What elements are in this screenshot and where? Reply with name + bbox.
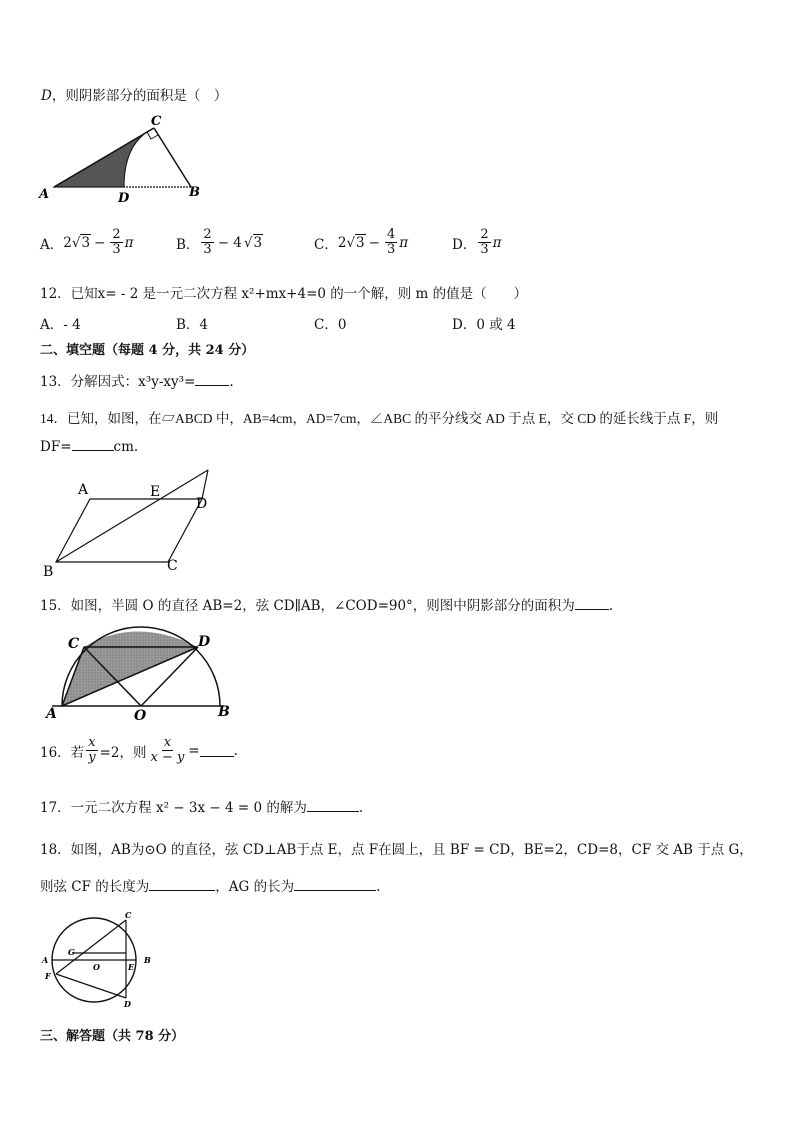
q16-end: .	[233, 742, 238, 759]
q14-label-b: B	[43, 564, 54, 580]
sqrt-sign: √	[71, 234, 81, 251]
q15-answer-blank[interactable]	[575, 597, 609, 610]
q11-side-cb	[154, 128, 191, 187]
q11-var-d: D	[41, 88, 52, 104]
q14-df-label: DF=	[40, 439, 72, 455]
q14-parallelogram	[56, 499, 202, 562]
q11-text: ，则阴影部分的面积是（ ）	[51, 88, 228, 104]
option-letter: D．	[452, 236, 477, 253]
q16-equals: =	[188, 742, 200, 759]
q14-figure	[40, 466, 220, 582]
fraction	[385, 228, 397, 257]
option-letter: A．	[40, 236, 64, 253]
q11-option-b[interactable]	[176, 228, 263, 257]
numerator: 2	[203, 227, 212, 242]
radicand: 3	[81, 235, 91, 251]
q18-seg-fd	[56, 974, 126, 998]
q18-label-o: O	[93, 962, 100, 972]
q18-question-line2	[40, 875, 380, 895]
q13-answer-blank[interactable]	[195, 373, 229, 386]
denominator: 3	[203, 242, 212, 257]
q16-prefix: 16．若	[40, 744, 85, 761]
coef: 2	[63, 234, 72, 251]
denominator: y	[88, 750, 96, 765]
coef: 2	[337, 234, 347, 251]
q11-label-a: A	[39, 187, 50, 202]
q15-question	[40, 594, 613, 614]
denominator: 3	[386, 242, 396, 257]
numerator: 2	[112, 227, 121, 242]
q18-label-d: D	[124, 999, 131, 1009]
pi-symbol: π	[492, 234, 502, 251]
q13-end: .	[229, 374, 234, 390]
option-letter: C．	[314, 236, 338, 253]
q13-text: 13．分解因式：x³y-xy³=	[40, 374, 196, 390]
q18-label-g: G	[68, 947, 75, 957]
q18-label-b: B	[144, 955, 151, 965]
radicand: 3	[356, 235, 365, 251]
q18-label-f: F	[45, 971, 51, 981]
q15-label-o: O	[134, 708, 147, 722]
sqrt-sign: √	[346, 234, 356, 251]
q15-label-c: C	[68, 636, 80, 652]
fraction	[478, 228, 490, 257]
q18-label-a: A	[42, 955, 49, 965]
q16-answer-blank[interactable]	[200, 744, 234, 757]
q12-option-c[interactable]: C．0	[314, 317, 347, 333]
q11-figure	[36, 112, 206, 206]
q18-ag-label: ，AG 的长为	[215, 879, 295, 895]
q16-fraction-x-over-x-minus-y	[148, 736, 186, 765]
q15-text: 15．如图，半圆 O 的直径 AB=2，弦 CD∥AB，∠COD=90°，则图中阴影部分的面积为	[40, 598, 575, 614]
q12-option-b[interactable]: B．4	[176, 317, 209, 333]
section-heading-solutions: 三、解答题（共 78 分）	[40, 1029, 185, 1044]
q12-option-a[interactable]: A．- 4	[40, 317, 81, 333]
q14-label-e: E	[150, 484, 161, 500]
q18-question-line1: 18．如图，AB为⊙O 的直径，弦 CD⊥AB于点 E，点 F在圆上，且 BF = CD，BE=2，CD=8，CF 交 AB 于点 G，	[40, 842, 753, 858]
q16-question	[40, 736, 238, 765]
minus-sign: −	[368, 234, 380, 251]
q12-option-d[interactable]: D．0 或 4	[452, 317, 516, 333]
minus-sign: −	[94, 234, 106, 251]
denominator: 3	[112, 242, 121, 257]
q16-fraction-x-over-y	[86, 736, 97, 765]
q11-option-a[interactable]	[40, 228, 134, 257]
q11-label-b: B	[189, 185, 200, 200]
q15-shaded-segment	[84, 632, 198, 648]
option-letter: B．	[176, 236, 200, 253]
q11-option-d[interactable]	[452, 228, 501, 257]
q17-text: 17．一元二次方程 x² − 3x − 4 = 0 的解为	[40, 800, 307, 816]
q14-question-line1: 14．已知，如图，在▱ABCD 中，AB=4cm，AD=7cm，∠ABC 的平分线交 AD 于点 E，交 CD 的延长线于点 F，则	[40, 411, 719, 426]
denominator: x − y	[150, 750, 185, 765]
denominator: 3	[480, 242, 489, 257]
numerator: x	[163, 735, 172, 750]
numerator: 4	[386, 227, 396, 242]
q15-end: .	[608, 598, 614, 614]
q18-answer-blank-ag[interactable]	[294, 878, 376, 891]
q14-unit: cm.	[113, 439, 139, 455]
radicand: 3	[253, 235, 263, 251]
q11-label-d: D	[118, 191, 130, 206]
q15-label-b: B	[218, 704, 230, 720]
minus-term: − 4	[217, 234, 242, 251]
q11-label-c: C	[151, 114, 162, 129]
q14-extension-df	[202, 470, 208, 499]
q15-figure	[40, 624, 240, 722]
pi-symbol: π	[124, 234, 134, 251]
q15-label-d: D	[198, 634, 211, 650]
q14-question-line2	[40, 438, 138, 455]
q15-label-a: A	[46, 706, 57, 722]
q17-end: .	[358, 800, 364, 816]
q14-label-d: D	[196, 496, 208, 512]
fraction	[201, 228, 213, 257]
q18-label-c: C	[125, 910, 132, 920]
q18-label-e: E	[128, 962, 135, 972]
fraction	[110, 228, 122, 257]
q18-cf-label: 则弦 CF 的长度为	[40, 879, 150, 895]
q14-answer-blank[interactable]	[72, 438, 114, 451]
numerator: 2	[480, 227, 489, 242]
q17-question	[40, 796, 363, 816]
q12-question: 12．已知x= - 2 是一元二次方程 x²+mx+4=0 的一个解，则 m 的值是（ ）	[40, 286, 528, 302]
q13-question	[40, 370, 234, 390]
q11-option-c[interactable]	[314, 228, 408, 257]
q17-answer-blank[interactable]	[307, 799, 359, 812]
q18-end: .	[376, 879, 381, 895]
q14-label-a: A	[78, 482, 89, 498]
q11-question-tail	[41, 84, 227, 104]
q14-label-c: C	[167, 558, 178, 574]
q18-answer-blank-cf[interactable]	[149, 878, 215, 891]
numerator: x	[88, 735, 96, 750]
pi-symbol: π	[399, 234, 409, 251]
section-heading-fill-in: 二、填空题（每题 4 分，共 24 分）	[40, 343, 255, 358]
q18-figure	[38, 908, 160, 1012]
sqrt-sign: √	[243, 234, 253, 251]
q16-mid: =2，则	[99, 744, 147, 761]
